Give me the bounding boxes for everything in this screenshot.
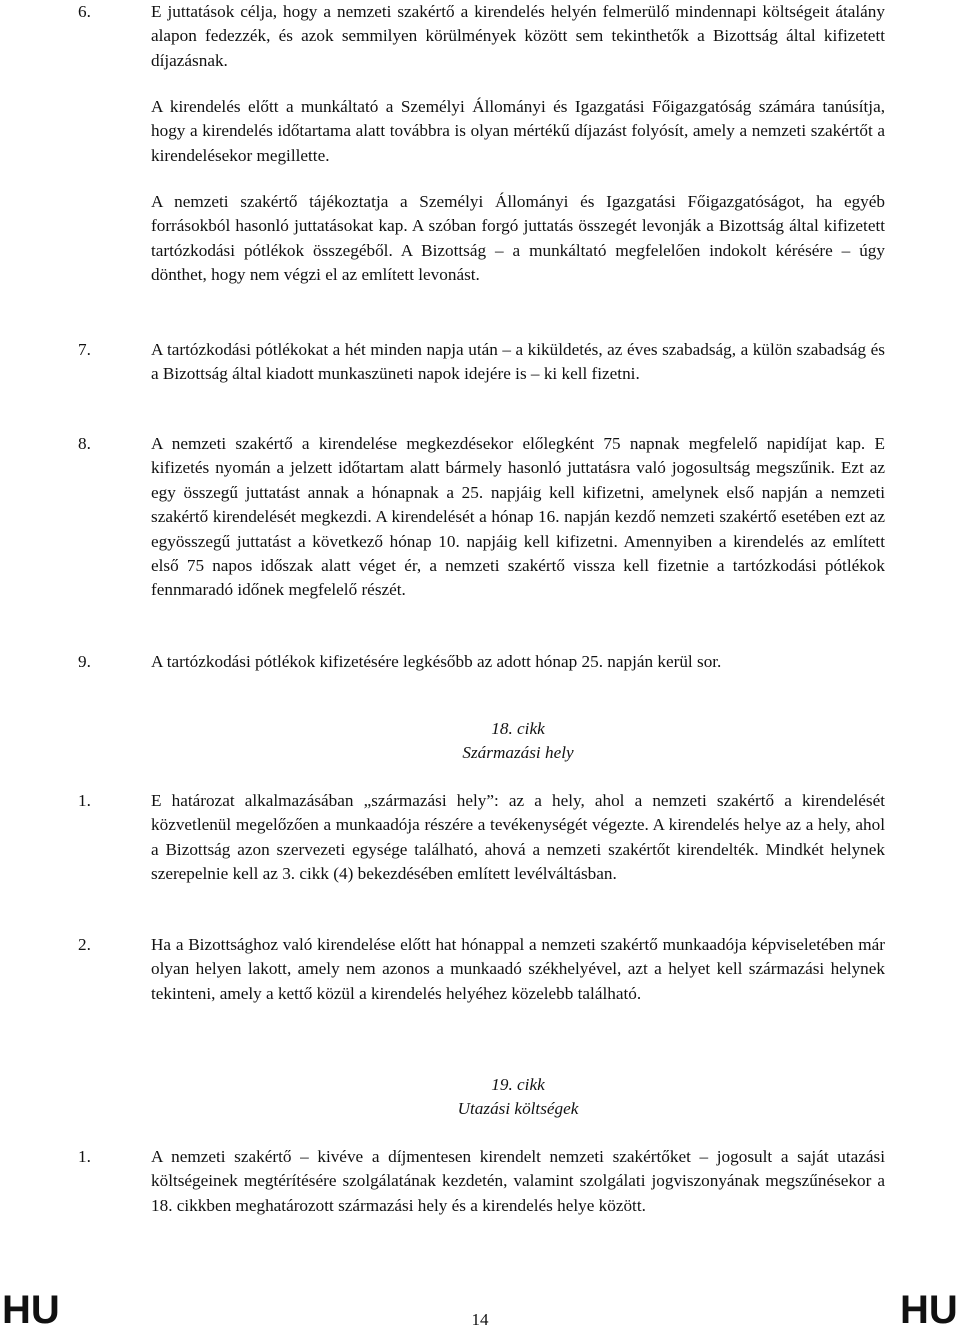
paragraph-7: A tartózkodási pótlékokat a hét minden napja után – a kiküldetés, az éves szabadság, a külön szabadság és a Bizottság által kiadott munkaszüneti napok idejére is – ki kell fizetni. <box>151 340 885 384</box>
footer-language-mark-left: HU <box>2 1288 60 1332</box>
paragraph-6-2: A kirendelés előtt a munkáltató a Személyi Állományi és Igazgatási Főigazgatóság számára tanúsítja, hogy a kirendelés időtartama alatt továbbra is olyan mértékű díjazást folyósít, amely a nemzeti szakértőt a kirendelésekor megillette. <box>151 97 885 165</box>
article-18-subtitle: Származási hely <box>462 743 574 762</box>
paragraph-6-1: E juttatások célja, hogy a nemzeti szakértő a kirendelés helyén felmerülő mindennapi költségeit átalány alapon fedezzék, és azok semmilyen körülmények között sem tekinthetők a Bizottság által kifizetett díjazásnak. <box>151 2 885 70</box>
paragraph-8: A nemzeti szakértő a kirendelése megkezdésekor előlegként 75 napnak megfelelő napidíjat kap. E kifizetés nyomán a jelzett időtartam alatt bármely hasonló juttatásra való jogosultság megszűnik. Ezt az egy összegű juttatást annak a hónapnak a 25. napjáig kell kifizetni, amelynek első napján a nemzeti szakértő kirendelését megkezdi. A kirendelését a hónap 16. napján kezdő nemzeti szakértő esetében ezt az egyösszegű juttatást a következő hónap 10. napjáig kell kifizetni. Amennyiben a kirendelés az említett első 75 napos időszak alatt véget ér, a nemzeti szakértő vissza kell fizetnie a tartózkodási pótlékok fennmaradó időnek megfelelő részét. <box>151 434 885 600</box>
article-19-subtitle: Utazási költségek <box>457 1099 579 1118</box>
article-18-title: 18. cikk <box>491 719 545 738</box>
footer-language-mark-right: HU <box>900 1288 958 1332</box>
article-18-item-number-2: 2. <box>78 935 91 954</box>
article-19-paragraph-1: A nemzeti szakértő – kivéve a díjmentesen kirendelt nemzeti szakértőket – jogosult a saját utazási költségeinek megtérítésére szolgálatának kezdetén, valamint szolgálati jogviszonyának megszűnésekor a 18. cikkben meghatározott származási hely és a kirendelés helye között. <box>151 1147 885 1215</box>
item-number-6: 6. <box>78 2 91 21</box>
article-19-title: 19. cikk <box>491 1075 545 1094</box>
article-18-paragraph-1: E határozat alkalmazásában „származási hely”: az a hely, ahol a nemzeti szakértő a kirendelését közvetlenül megelőzően a munkaadója részére a tevékenységét végezte. A kirendelés helye az a hely, ahol a Bizottság azon szervezeti egysége található, ahová a nemzeti szakértőt kirendelték. Mindkét helynek szerepelnie kell az 3. cikk (4) bekezdésében említett levélváltásban. <box>151 791 885 884</box>
page-number: 14 <box>471 1310 489 1329</box>
item-number-8: 8. <box>78 434 91 453</box>
article-19-item-number-1: 1. <box>78 1147 91 1166</box>
paragraph-6-3: A nemzeti szakértő tájékoztatja a Személyi Állományi és Igazgatási Főigazgatóságot, ha egyéb forrásokból hasonló juttatásokat kap. A szóban forgó juttatás összegét levonják a Bizottság által kifizetett tartózkodási pótlékok összegéből. A Bizottság – a munkáltató megfelelően indokolt kérésére – úgy dönthet, hogy nem végzi el az említett levonást. <box>151 192 885 285</box>
item-number-9: 9. <box>78 652 91 671</box>
article-18-item-number-1: 1. <box>78 791 91 810</box>
item-number-7: 7. <box>78 340 91 359</box>
paragraph-9: A tartózkodási pótlékok kifizetésére legkésőbb az adott hónap 25. napján kerül sor. <box>151 652 722 671</box>
article-18-paragraph-2: Ha a Bizottsághoz való kirendelése előtt hat hónappal a nemzeti szakértő munkaadója képviseletében már olyan helyen lakott, amely nem azonos a munkaadó székhelyével, azt a helyet kell származási helynek tekinteni, amely a kettő közül a kirendelés helyéhez közelebb található. <box>151 935 885 1003</box>
